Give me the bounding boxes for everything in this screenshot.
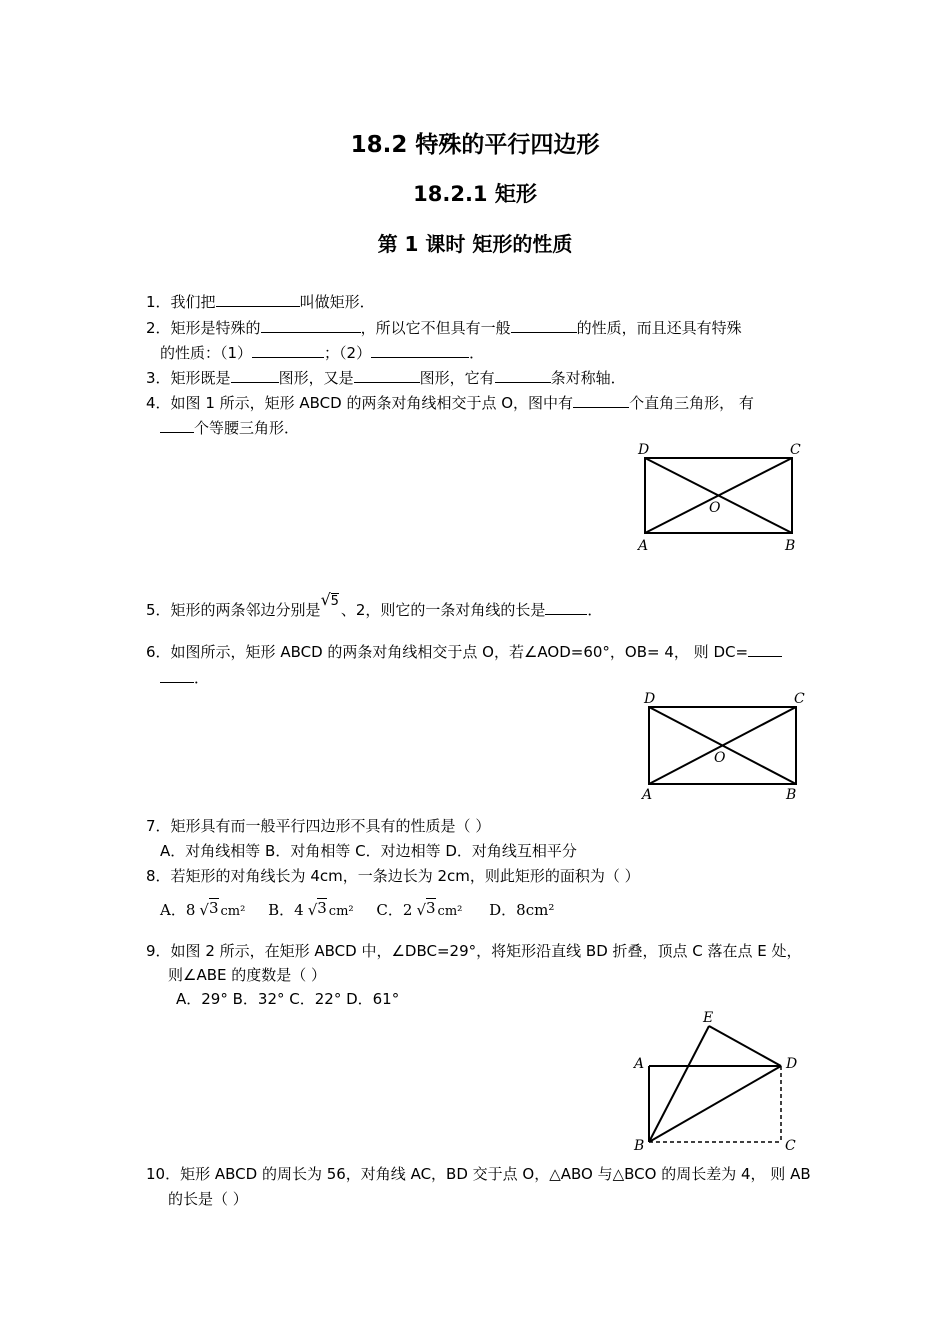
label-B: B: [785, 538, 796, 554]
question-10-cont: 的长是（ ）: [168, 1190, 248, 1208]
label-B: B: [634, 1138, 645, 1154]
question-7: 7．矩形具有而一般平行四边形不具有的性质是（ ）: [146, 817, 491, 835]
question-6-cont: ．: [160, 668, 209, 688]
question-8-options: A．8 √3 cm² B．4 √3 cm² C．2 √3 cm² D．8cm²: [160, 899, 555, 919]
question-3: 3．矩形既是 图形，又是 图形，它有 条对称轴．: [146, 369, 626, 387]
label-D: D: [644, 691, 656, 707]
label-O: O: [709, 500, 721, 516]
question-8: 8．若矩形的对角线长为 4cm，一条边长为 2cm，则此矩形的面积为（ ）: [146, 867, 640, 885]
figure-2-rectangle: [634, 686, 814, 806]
question-9: 9．如图 2 所示，在矩形 ABCD 中，∠DBC=29°，将矩形沿直线 BD 折叠，顶点 C 落在点 E 处，: [146, 942, 802, 960]
figure-fold-rectangle: [630, 1008, 810, 1158]
question-6: 6．如图所示，矩形 ABCD 的两条对角线相交于点 O，若∠AOD=60°，OB= 4， 则 DC=: [146, 642, 782, 662]
question-7-options: A．对角线相等 B．对角相等 C．对边相等 D．对角线互相平分: [160, 842, 577, 860]
label-E: E: [703, 1010, 714, 1026]
question-1: 1．我们把 叫做矩形．: [146, 293, 375, 311]
label-C: C: [790, 442, 801, 458]
label-C: C: [785, 1138, 796, 1154]
label-A: A: [634, 1056, 645, 1072]
label-O: O: [714, 750, 726, 766]
question-5: 5．矩形的两条邻边分别是 √ 5 、2，则它的一条对角线的长是 ．: [146, 590, 603, 619]
question-4-cont: 个等腰三角形．: [160, 418, 299, 438]
section-title: 18.2.1 矩形: [413, 182, 537, 206]
figure-1-rectangle: [630, 436, 810, 556]
main-title: 18.2 特殊的平行四边形: [350, 132, 600, 158]
question-2: 2．矩形是特殊的 ，所以它不但具有一般 的性质，而且还具有特殊: [146, 319, 742, 337]
label-A: A: [638, 538, 649, 554]
question-10: 10．矩形 ABCD 的周长为 56，对角线 AC，BD 交于点 O，△ABO 与△BCO 的周长差为 4， 则 AB: [146, 1165, 811, 1183]
label-D: D: [638, 442, 650, 458]
question-4: 4．如图 1 所示，矩形 ABCD 的两条对角线相交于点 O，图中有 个直角三角形， 有: [146, 394, 754, 412]
question-9-options: A．29° B．32° C．22° D．61°: [176, 990, 400, 1008]
label-D: D: [786, 1056, 798, 1072]
label-A: A: [642, 787, 653, 803]
lesson-title: 第 1 课时 矩形的性质: [377, 232, 573, 256]
question-9-cont: 则∠ABE 的度数是（ ）: [168, 966, 327, 984]
label-B: B: [786, 787, 797, 803]
question-2-cont: 的性质：（1） ；（2） ．: [160, 344, 485, 362]
label-C: C: [794, 691, 805, 707]
